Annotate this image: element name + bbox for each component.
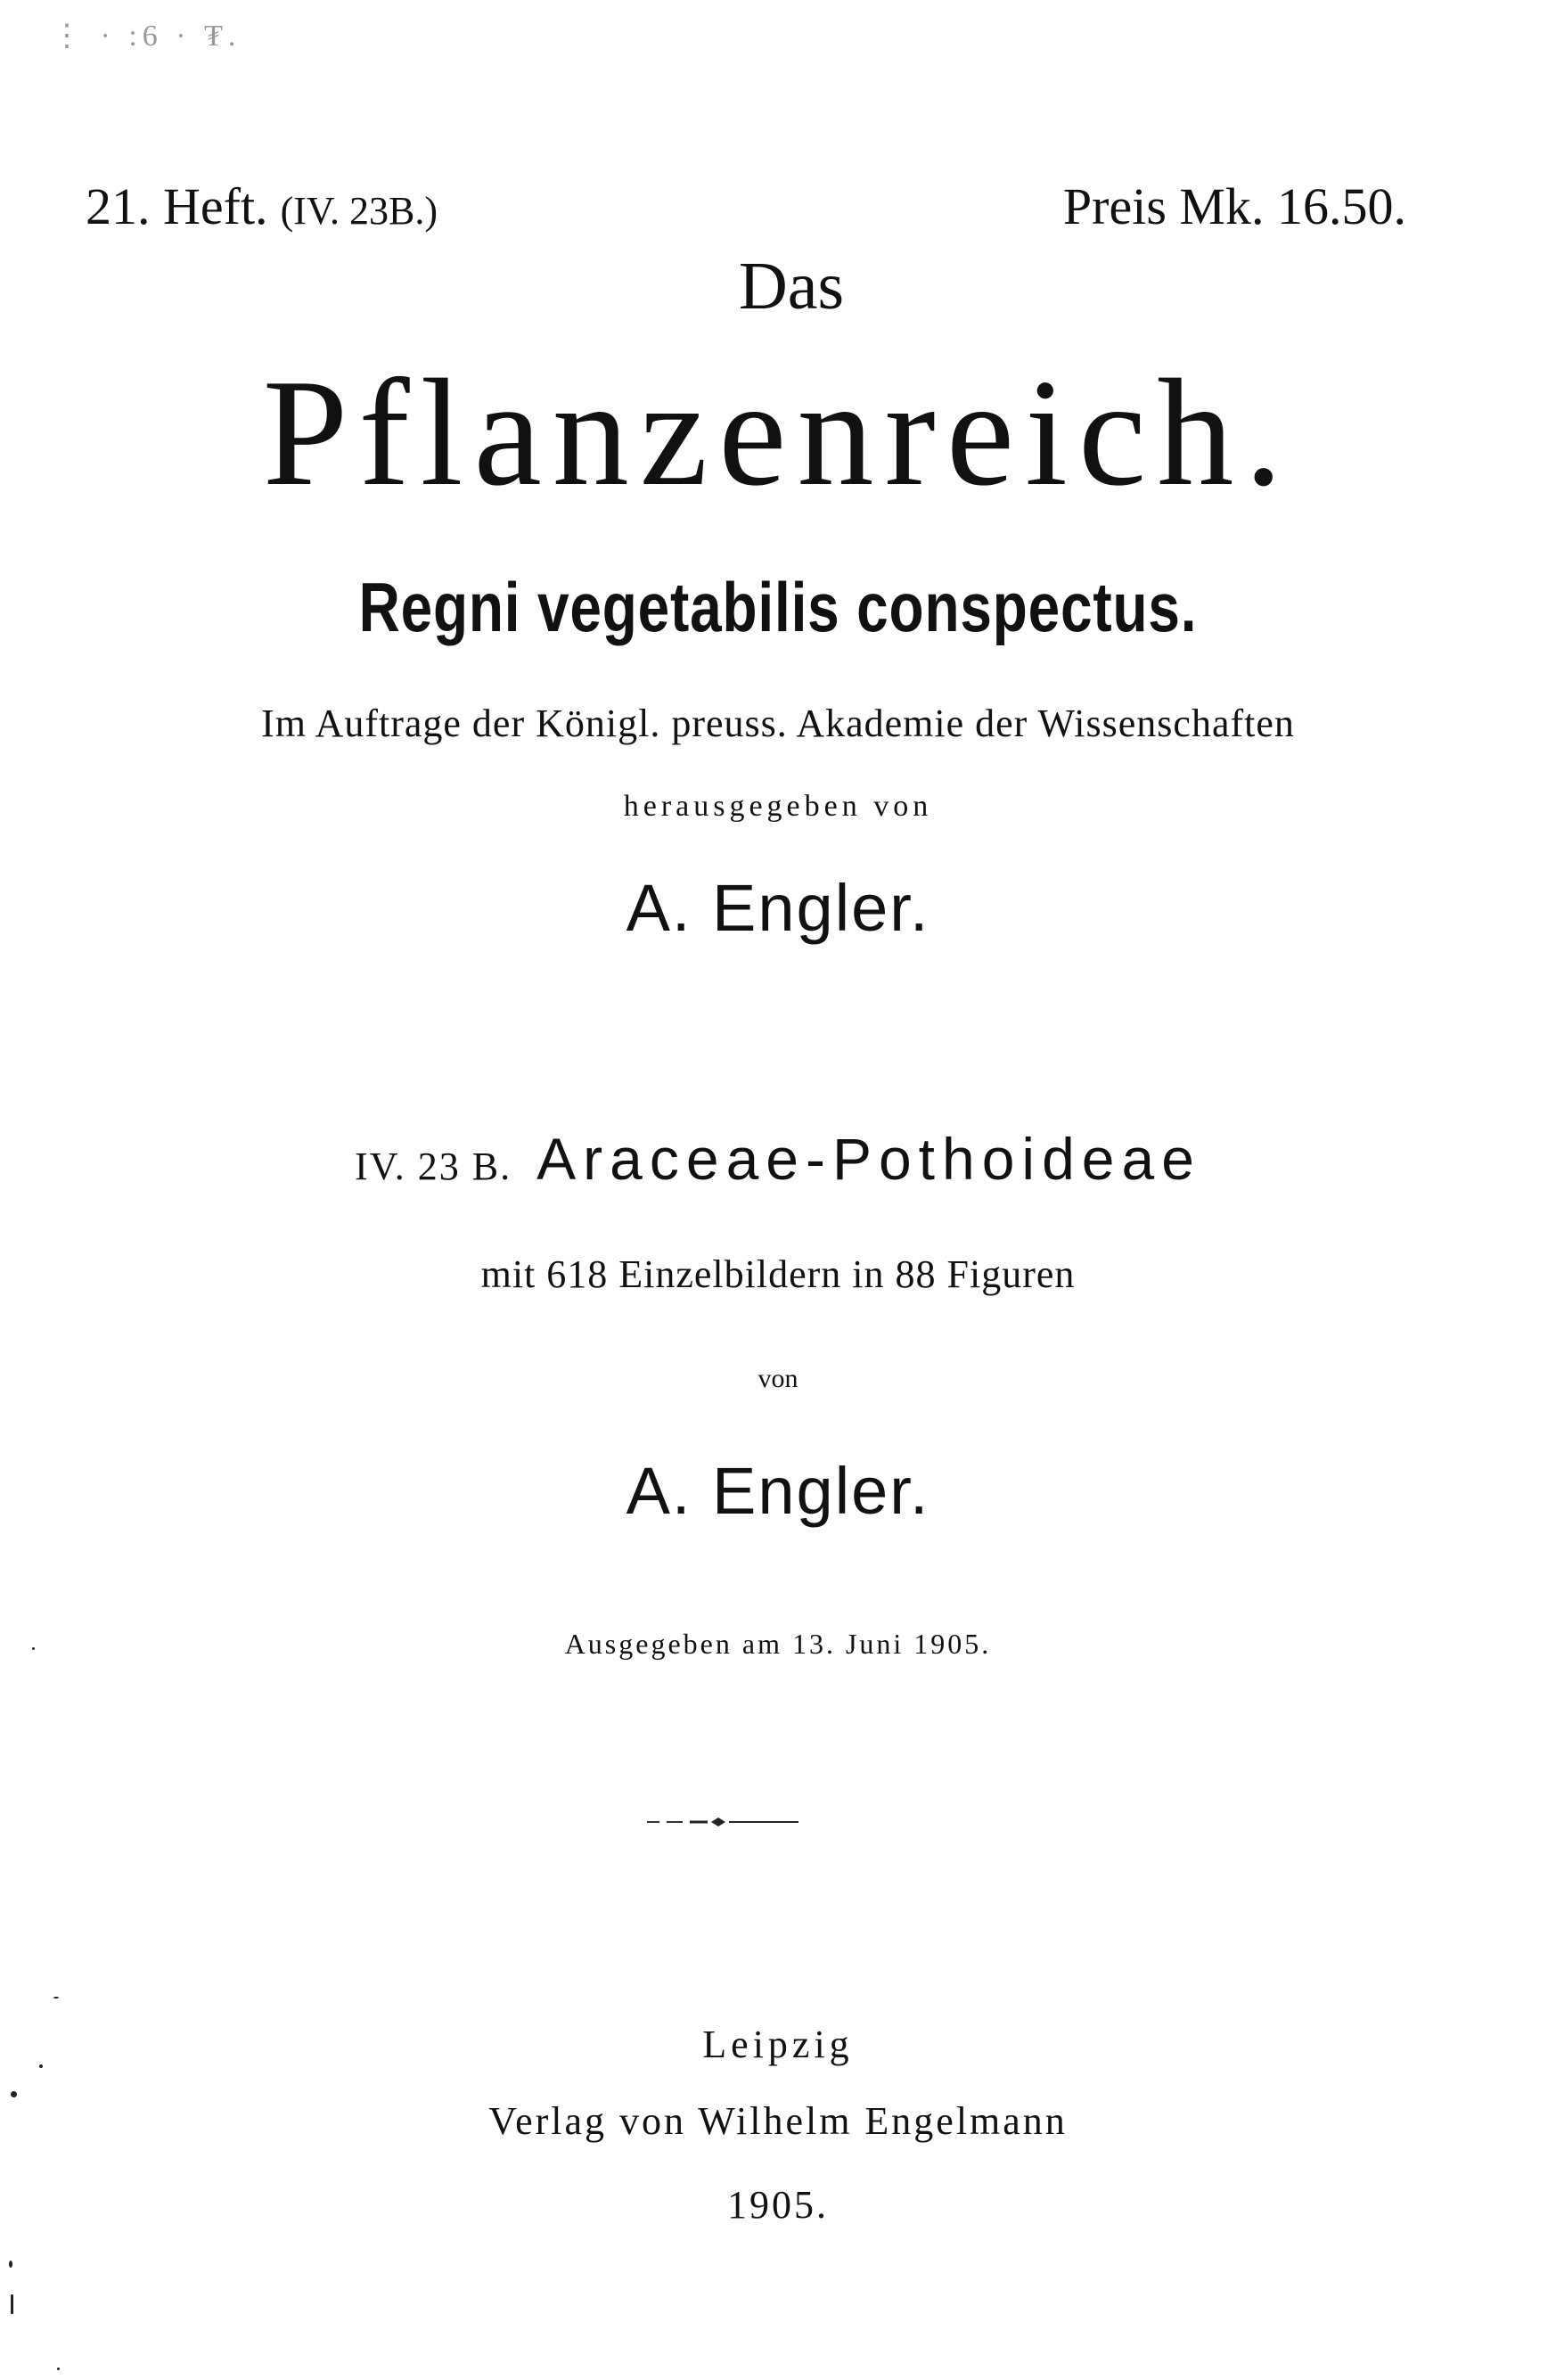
scan-speck [39, 2064, 43, 2068]
latin-subtitle: Regni vegetabilis conspectus. [358, 568, 1198, 646]
figures-line: mit 618 Einzelbildern in 88 Figuren [480, 1252, 1076, 1296]
price-label: Preis Mk. 16.50. [1062, 177, 1406, 235]
scan-speck [53, 1997, 59, 1998]
scan-speck [32, 1647, 35, 1650]
publication-city: Leipzig [702, 2023, 854, 2066]
editor-name: A. Engler. [626, 871, 930, 945]
volume-heading [0, 1125, 1556, 1193]
title-article: Das [738, 249, 845, 324]
scan-speck [11, 2091, 17, 2097]
edited-by-line: herausgegeben von [623, 790, 933, 823]
author-name: A. Engler. [626, 1454, 930, 1528]
ornament-divider [647, 1817, 798, 1827]
publisher-name: Verlag von Wilhelm Engelmann [488, 2099, 1068, 2143]
commission-line: Im Auftrage der Königl. preuss. Akademie der Wissenschaften [261, 702, 1295, 745]
by-line: von [758, 1364, 798, 1393]
issue-number: 21. Heft. [86, 177, 268, 235]
scan-speck [9, 2261, 12, 2268]
issue-label [86, 176, 438, 236]
issued-date: Ausgegeben am 13. Juni 1905. [564, 1628, 992, 1660]
series-code: (IV. 23B.) [280, 189, 438, 233]
scan-speck [57, 2368, 60, 2370]
publication-year: 1905. [727, 2183, 829, 2227]
library-stamp: ⋮ · :6 · ₮. [52, 20, 242, 53]
volume-name: Araceae-Pothoideae [536, 1126, 1201, 1192]
scan-speck [11, 2294, 13, 2314]
page-title: Pflanzenreich. [262, 349, 1294, 518]
volume-number: IV. 23 B. [355, 1145, 512, 1188]
